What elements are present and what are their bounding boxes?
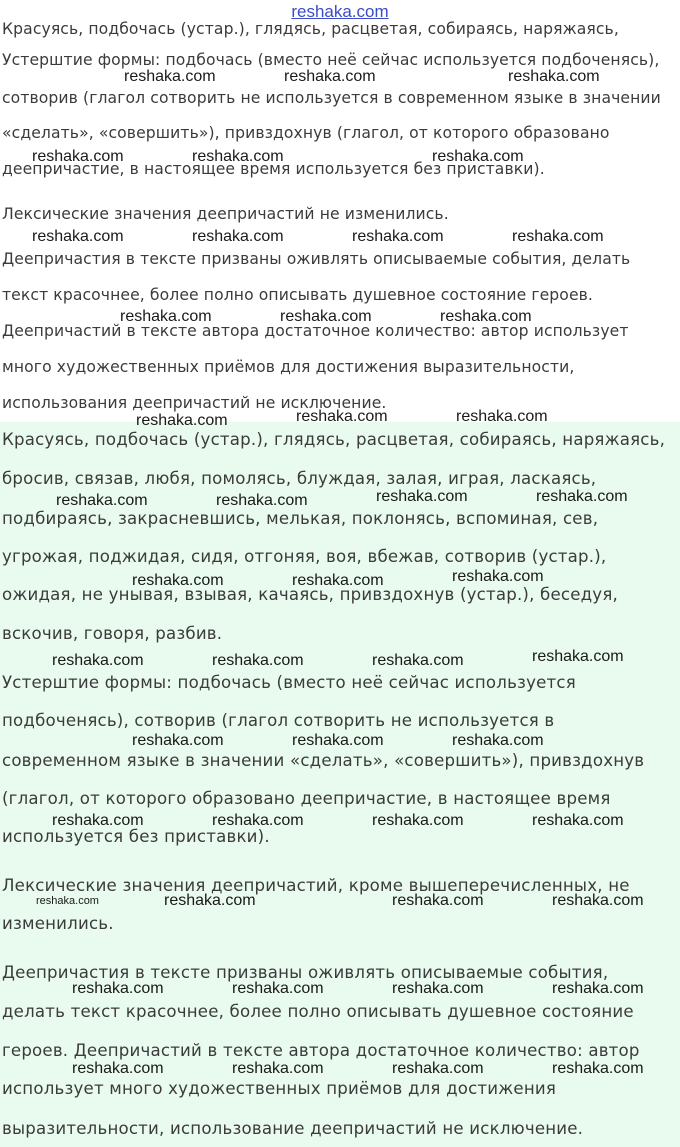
watermark-text: reshaka.com (52, 812, 144, 829)
watermark-text: reshaka.com (56, 492, 148, 509)
text-line: используется без приставки). (2, 827, 270, 846)
answer-text-section (0, 422, 680, 1147)
watermark-text: reshaka.com (552, 892, 644, 909)
watermark-text: reshaka.com (164, 892, 256, 909)
watermark-text: reshaka.com (512, 228, 604, 245)
watermark-text: reshaka.com (440, 308, 532, 325)
watermark-text: reshaka.com (536, 488, 628, 505)
text-line: современном языке в значении «сделать», «совершить»), привздохнув (2, 751, 645, 770)
text-line: Устерштие формы: подбочась (вместо неё сейчас используется (2, 673, 576, 692)
text-line: подбираясь, закрасневшись, мелькая, поклонясь, вспоминая, сев, (2, 509, 599, 528)
watermark-text: reshaka.com (212, 652, 304, 669)
watermark-text: reshaka.com (296, 408, 388, 425)
text-line: «сделать», «совершить»), привздохнув (глагол, от которого образовано (2, 124, 610, 142)
watermark-text: reshaka.com (72, 1060, 164, 1077)
watermark-text: reshaka.com (192, 228, 284, 245)
watermark-text: reshaka.com (532, 648, 624, 665)
text-line: героев. Деепричастий в тексте автора достаточное количество: автор (2, 1041, 640, 1060)
watermark-text: reshaka.com (452, 568, 544, 585)
watermark-text: reshaka.com (456, 408, 548, 425)
text-line: подбоченясь), сотворив (глагол сотворить не используется в (2, 711, 555, 730)
watermark-text: reshaka.com (120, 308, 212, 325)
text-line: Деепричастия в тексте призваны оживлять описываемые события, делать (2, 250, 631, 268)
watermark-text: reshaka.com (552, 1060, 644, 1077)
watermark-text: reshaka.com (392, 1060, 484, 1077)
text-line: (глагол, от которого образовано деепричастие, в настоящее время (2, 789, 611, 808)
watermark-text: reshaka.com (508, 68, 600, 85)
watermark-text: reshaka.com (532, 812, 624, 829)
site-logo-link[interactable]: reshaka.com (291, 2, 389, 21)
watermark-text: reshaka.com (292, 572, 384, 589)
text-line: сотворив (глагол сотворить не используется в современном языке в значении (2, 89, 661, 107)
watermark-text: reshaka.com (232, 1060, 324, 1077)
watermark-text: reshaka.com (552, 980, 644, 997)
watermark-text: reshaka.com (376, 488, 468, 505)
watermark-text: reshaka.com (284, 68, 376, 85)
watermark-text: reshaka.com (32, 148, 124, 165)
watermark-text: reshaka.com (124, 68, 216, 85)
watermark-text: reshaka.com (352, 228, 444, 245)
watermark-text: reshaka.com (32, 228, 124, 245)
watermark-text: reshaka.com (132, 572, 224, 589)
watermark-text: reshaka.com (372, 652, 464, 669)
watermark-text: reshaka.com (292, 732, 384, 749)
text-line: вскочив, говоря, разбив. (2, 624, 223, 643)
text-line: угрожая, поджидая, сидя, отгоняя, воя, вбежав, сотворив (устар.), (2, 547, 607, 566)
watermark-text: reshaka.com (52, 652, 144, 669)
watermark-text: reshaka.com (132, 732, 224, 749)
text-line: Деепричастия в тексте призваны оживлять описываемые события, (2, 963, 609, 982)
watermark-text: reshaka.com (452, 732, 544, 749)
watermark-text: reshaka.com (192, 148, 284, 165)
text-line: ожидая, не унывая, взывая, качаясь, привздохнув (устар.), беседуя, (2, 585, 618, 604)
text-line: изменились. (2, 914, 114, 933)
text-line: использования деепричастий не исключение. (2, 394, 387, 412)
text-line: Красуясь, подбочась (устар.), глядясь, расцветая, собираясь, наряжаясь, (2, 430, 666, 449)
text-line: Лексические значения деепричастий, кроме вышеперечисленных, не (2, 876, 630, 895)
text-line: делать текст красочнее, более полно описывать душевное состояние (2, 1002, 634, 1021)
cut-text-line: Красуясь, подбочась (устар.), глядясь, расцветая, собираясь, наряжаясь, (2, 20, 619, 38)
watermark-text: reshaka.com (72, 980, 164, 997)
watermark-text: reshaka.com (212, 812, 304, 829)
watermark-text: reshaka.com (216, 492, 308, 509)
watermark-text: reshaka.com (432, 148, 524, 165)
text-line: бросив, связав, любя, помолясь, блуждая, залая, играя, ласкаясь, (2, 469, 597, 488)
text-line: Лексические значения деепричастий не изменились. (2, 205, 449, 223)
text-line: текст красочнее, более полно описывать душевное состояние героев. (2, 286, 593, 304)
text-line: деепричастие, в настоящее время используется без приставки). (2, 160, 545, 178)
text-line: Деепричастий в тексте автора достаточное количество: автор использует (2, 322, 629, 340)
watermark-text: reshaka.com (280, 308, 372, 325)
text-line: использует много художественных приёмов для достижения (2, 1079, 557, 1098)
watermark-text: reshaka.com (36, 895, 99, 907)
watermark-text: reshaka.com (392, 980, 484, 997)
watermark-text: reshaka.com (392, 892, 484, 909)
text-line: Устерштие формы: подбочась (вместо неё сейчас используется подбоченясь), (2, 51, 660, 69)
text-line: выразительности, использование деепричастий не исключение. (2, 1119, 584, 1138)
watermark-text: reshaka.com (372, 812, 464, 829)
text-line: много художественных приёмов для достижения выразительности, (2, 358, 575, 376)
watermark-text: reshaka.com (136, 412, 228, 429)
watermark-text: reshaka.com (232, 980, 324, 997)
